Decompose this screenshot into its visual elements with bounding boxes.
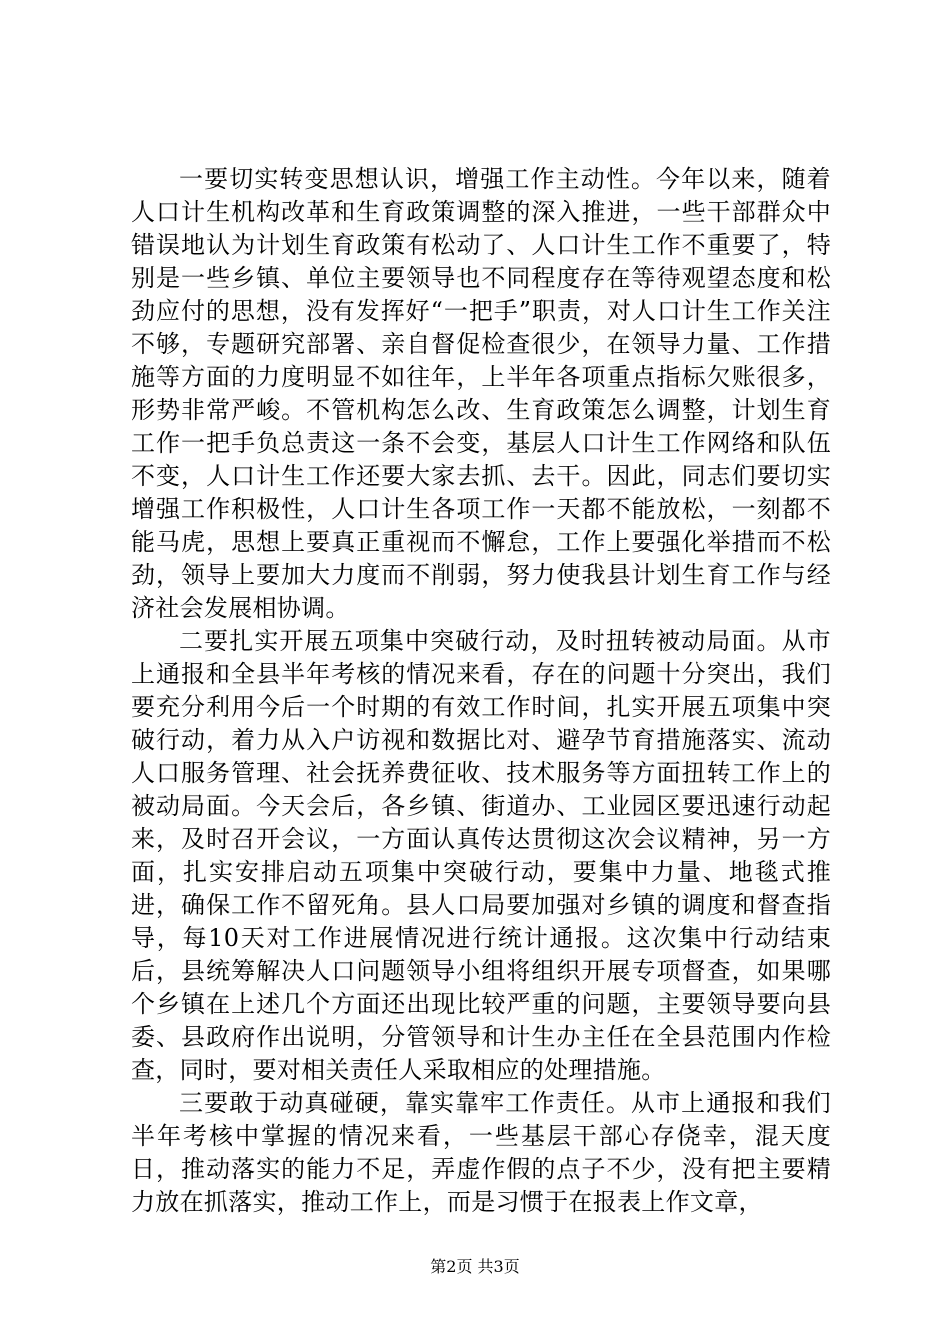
- page-number-footer: 第2页 共3页: [430, 1257, 520, 1276]
- paragraph-1: 一要切实转变思想认识，增强工作主动性。今年以来，随着人口计生机构改革和生育政策调整的深入推进，一些干部群众中错误地认为计划生育政策有松动了、人口计生工作不重要了，特别是一些乡镇、单位主要领导也不同程度存在等待观望态度和松劲应付的思想，没有发挥好“一把手”职责，对人口计生工作关注不够，专题研究部署、亲自督促检查很少，在领导力量、工作措施等方面的力度明显不如往年，上半年各项重点指标欠账很多，形势非常严峻。不管机构怎么改、生育政策怎么调整，计划生育工作一把手负总责这一条不会变，基层人口计生工作网络和队伍不变，人口计生工作还要大家去抓、去干。因此，同志们要切实增强工作积极性，人口计生各项工作一天都不能放松，一刻都不能马虎，思想上要真正重视而不懈怠，工作上要强化举措而不松劲，领导上要加大力度而不削弱，努力使我县计划生育工作与经济社会发展相协调。: [131, 165, 831, 622]
- paragraph-3: 三要敢于动真碰硬，靠实靠牢工作责任。从市上通报和我们半年考核中掌握的情况来看，一些基层干部心存侥幸，混天度日，推动落实的能力不足，弄虚作假的点子不少，没有把主要精力放在抓落实，推动工作上，而是习惯于在报表上作文章，: [131, 1089, 831, 1216]
- paragraph-2: 二要扎实开展五项集中突破行动，及时扭转被动局面。从市上通报和全县半年考核的情况来看，存在的问题十分突出，我们要充分利用今后一个时期的有效工作时间，扎实开展五项集中突破行动，着力从入户访视和数据比对、避孕节育措施落实、流动人口服务管理、社会抚养费征收、技术服务等方面扭转工作上的被动局面。今天会后，各乡镇、街道办、工业园区要迅速行动起来，及时召开会议，一方面认真传达贯彻这次会议精神，另一方面，扎实安排启动五项集中突破行动，要集中力量、地毯式推进，确保工作不留死角。县人口局要加强对乡镇的调度和督查指导，每10天对工作进展情况进行统计通报。这次集中行动结束后，县统筹解决人口问题领导小组将组织开展专项督查，如果哪个乡镇在上述几个方面还出现比较严重的问题，主要领导要向县委、县政府作出说明，分管领导和计生办主任在全县范围内作检查，同时，要对相关责任人采取相应的处理措施。: [131, 627, 831, 1084]
- body-text: [131, 163, 831, 1219]
